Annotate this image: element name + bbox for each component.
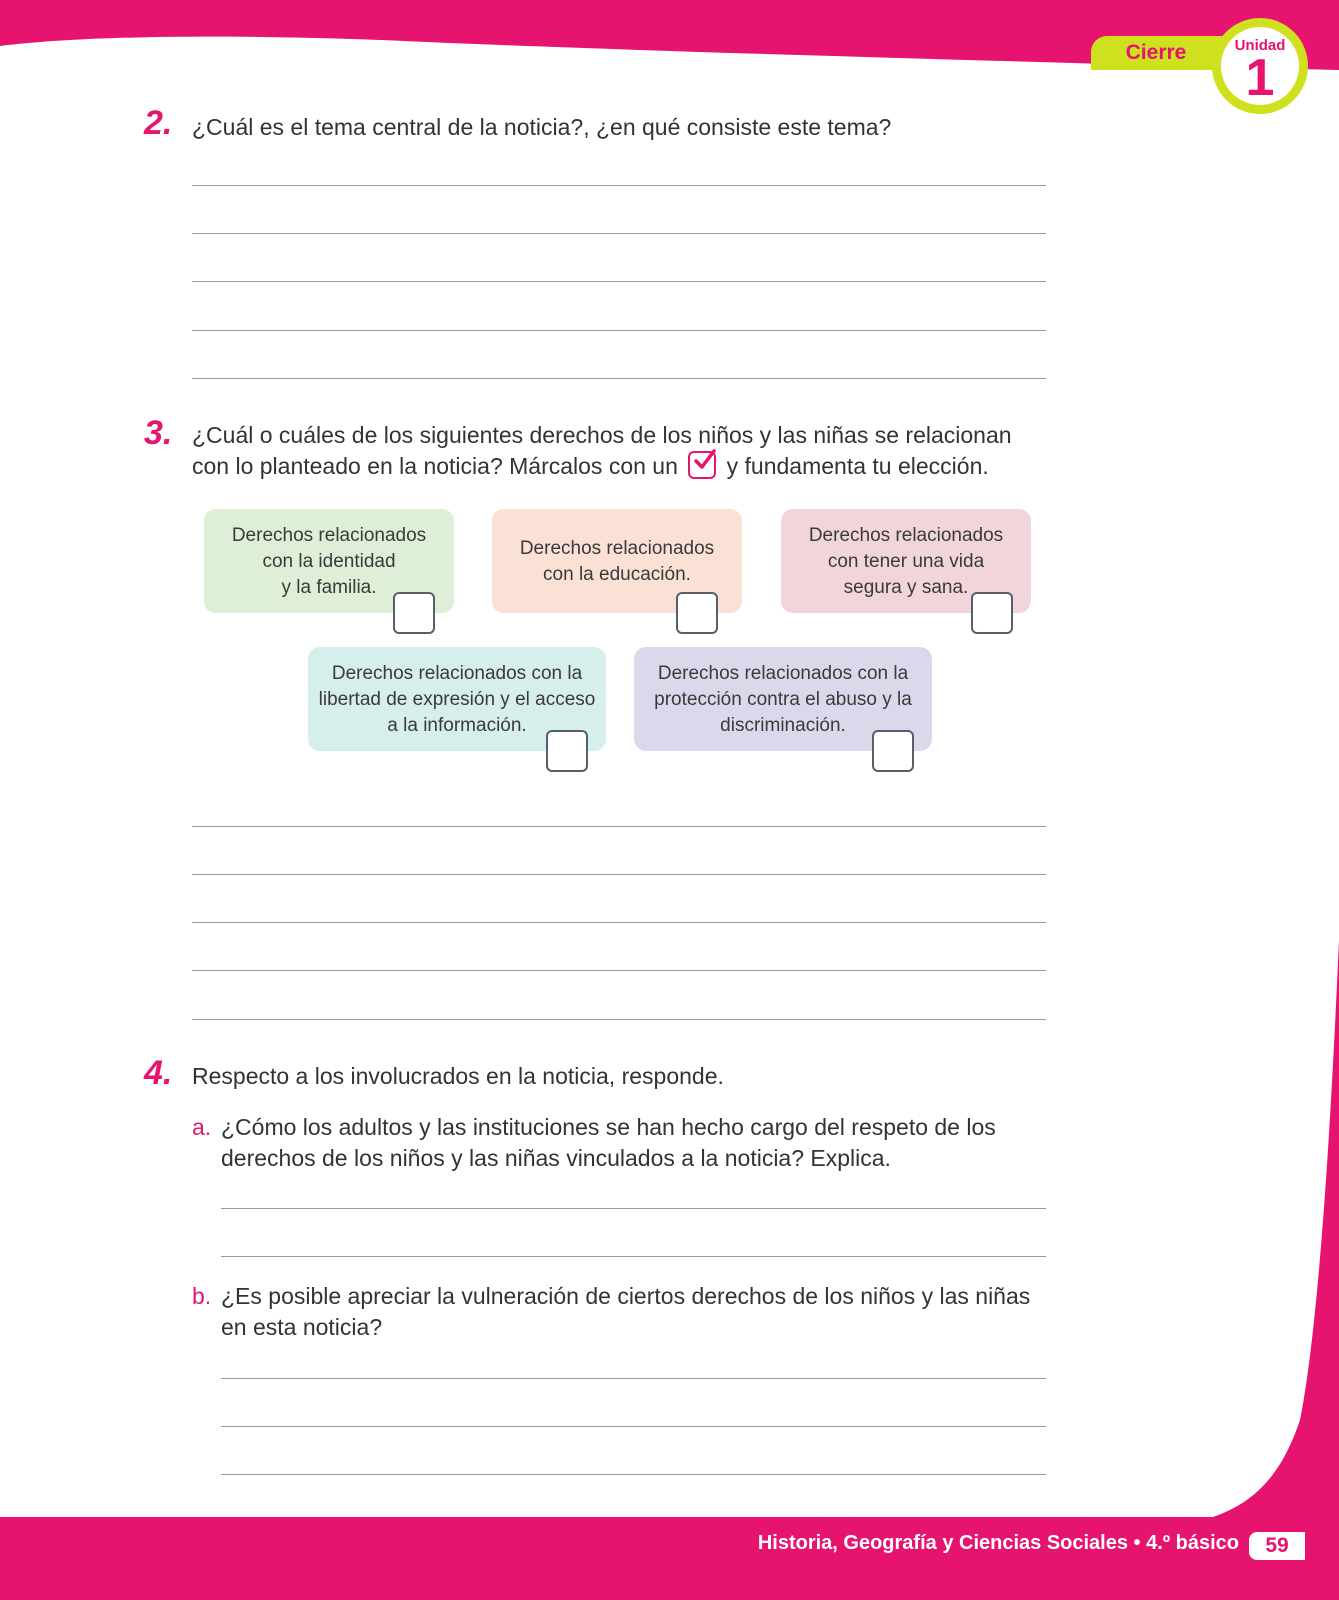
answer-line[interactable] — [192, 1019, 1046, 1020]
option-text: con tener una vida — [827, 551, 985, 572]
answer-line[interactable] — [221, 1378, 1046, 1379]
question-2-number: 2. — [144, 104, 173, 142]
question-4a-line1: ¿Cómo los adultos y las instituciones se han hecho cargo del respeto de los — [221, 1114, 996, 1140]
question-4-number: 4. — [144, 1054, 173, 1092]
option-text: Derechos relacionados — [519, 538, 715, 559]
answer-line[interactable] — [221, 1208, 1046, 1209]
answer-line[interactable] — [192, 185, 1046, 186]
option-text: Derechos relacionados con la — [331, 663, 583, 684]
option-text: Derechos relacionados — [231, 525, 427, 546]
answer-line[interactable] — [192, 970, 1046, 971]
option-text: libertad de expresión y el acceso — [318, 689, 596, 710]
option-text: a la información. — [387, 715, 527, 736]
answer-line[interactable] — [192, 826, 1046, 827]
page-number: 59 — [1249, 1532, 1305, 1560]
option-checkbox-protection-abuse[interactable] — [872, 730, 914, 772]
option-text: con la identidad — [262, 551, 396, 572]
footer-subject: Historia, Geografía y Ciencias Sociales • 4.º básico — [757, 1532, 1239, 1554]
answer-line[interactable] — [192, 874, 1046, 875]
question-4a-letter: a. — [192, 1114, 212, 1140]
question-4-text: Respecto a los involucrados en la noticia, responde. — [192, 1063, 724, 1089]
question-4a-line2: derechos de los niños y las niñas vinculados a la noticia? Explica. — [221, 1145, 891, 1171]
checkmark-box-icon — [688, 451, 716, 479]
answer-line[interactable] — [221, 1426, 1046, 1427]
option-checkbox-identity-family[interactable] — [393, 592, 435, 634]
option-checkbox-education[interactable] — [676, 592, 718, 634]
answer-line[interactable] — [192, 922, 1046, 923]
question-3-text-line2 — [192, 451, 989, 482]
question-2-text: ¿Cuál es el tema central de la noticia?, ¿en qué consiste este tema? — [192, 114, 892, 140]
question-4b-line1: ¿Es posible apreciar la vulneración de ciertos derechos de los niños y las niñas — [221, 1283, 1031, 1309]
question-4b-line2: en esta noticia? — [221, 1314, 383, 1340]
section-label: Cierre — [1125, 41, 1187, 64]
question-3-text-line1: ¿Cuál o cuáles de los siguientes derechos de los niños y las niñas se relacionan — [192, 422, 1012, 448]
option-text: con la educación. — [543, 564, 691, 585]
answer-line[interactable] — [192, 378, 1046, 379]
question-4b-letter: b. — [192, 1283, 212, 1309]
option-text: y la familia. — [281, 577, 377, 598]
option-checkbox-safe-healthy-life[interactable] — [971, 592, 1013, 634]
answer-line[interactable] — [221, 1474, 1046, 1475]
unit-label: Unidad — [1234, 37, 1286, 54]
unit-number: 1 — [1245, 49, 1275, 107]
option-text: Derechos relacionados — [808, 525, 1004, 546]
option-text: protección contra el abuso y la — [654, 689, 912, 710]
question-3-text-after: y fundamenta tu elección. — [726, 453, 989, 479]
option-checkbox-freedom-expression[interactable] — [546, 730, 588, 772]
option-text: segura y sana. — [843, 577, 969, 598]
option-text: discriminación. — [720, 715, 846, 736]
answer-line[interactable] — [192, 330, 1046, 331]
question-3-number: 3. — [144, 414, 173, 452]
answer-line[interactable] — [192, 233, 1046, 234]
question-3-text-before: con lo planteado en la noticia? Márcalos con un — [192, 453, 678, 479]
answer-line[interactable] — [221, 1256, 1046, 1257]
answer-line[interactable] — [192, 281, 1046, 282]
option-text: Derechos relacionados con la — [657, 663, 909, 684]
